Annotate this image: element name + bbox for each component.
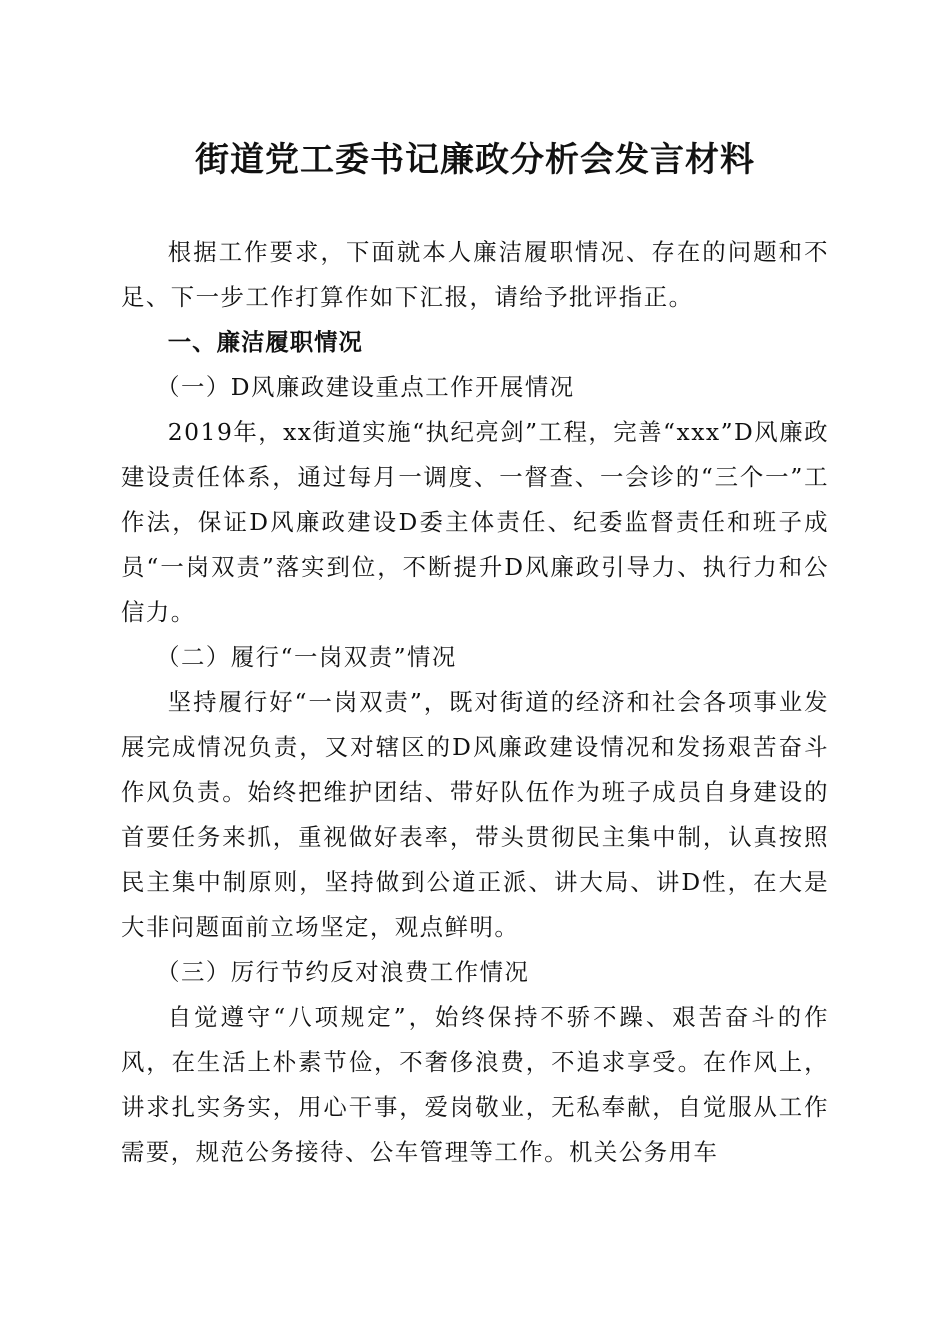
subsection-1-paragraph: 2019年，xx街道实施“执纪亮剑”工程，完善“xxx”D风廉政建设责任体系，通过每月一调度、一督查、一会诊的“三个一”工作法，保证D风廉政建设D委主体责任、纪委监督责任和班子成员“一岗双责”落实到位，不断提升D风廉政引导力、执行力和公信力。: [121, 418, 829, 626]
document-body: [121, 230, 829, 1175]
section-heading-1: 一、廉洁履职情况: [167, 328, 363, 356]
subsection-heading-2: （二）履行“一岗双责”情况: [156, 643, 457, 671]
subsection-heading-3: （三）厉行节约反对浪费工作情况: [156, 958, 530, 986]
subsection-2-paragraph: 坚持履行好“一岗双责”，既对街道的经济和社会各项事业发展完成情况负责，又对辖区的D风廉政建设情况和发扬艰苦奋斗作风负责。始终把维护团结、带好队伍作为班子成员自身建设的首要任务来抓，重视做好表率，带头贯彻民主集中制，认真按照民主集中制原则，坚持做到公道正派、讲大局、讲D性，在大是大非问题面前立场坚定，观点鲜明。: [121, 688, 829, 941]
intro-paragraph: 根据工作要求，下面就本人廉洁履职情况、存在的问题和不足、下一步工作打算作如下汇报，请给予批评指正。: [121, 238, 829, 311]
document-title: 街道党工委书记廉政分析会发言材料: [195, 140, 755, 180]
subsection-3-paragraph: 自觉遵守“八项规定”，始终保持不骄不躁、艰苦奋斗的作风，在生活上朴素节俭，不奢侈浪费，不追求享受。在作风上，讲求扎实务实，用心干事，爱岗敬业，无私奉献，自觉服从工作需要，规范公务接待、公车管理等工作。机关公务用车: [121, 1003, 829, 1166]
subsection-heading-1: （一）D风廉政建设重点工作开展情况: [156, 373, 575, 401]
